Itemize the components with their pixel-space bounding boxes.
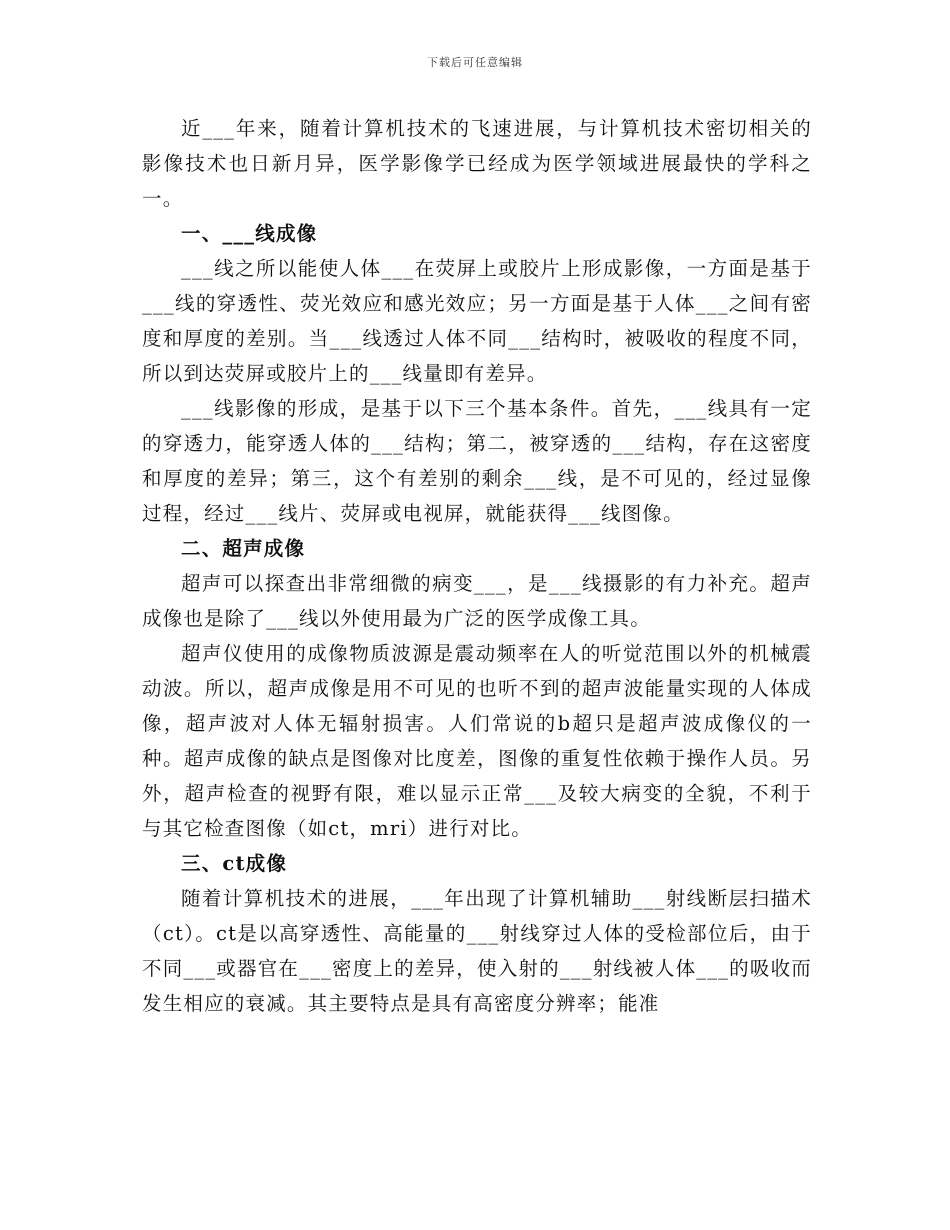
- ct-paragraph-1: 随着计算机技术的进展，___年出现了计算机辅助___射线断层扫描术（ct）。ct是以高穿透性、高能量的___射线穿过人体的受检部位后，由于不同___或器官在___密度上的差异，使入射的___射线被人体___的吸收而发生相应的衰减。其主要特点是具有高密度分辨率；能准: [142, 887, 812, 1015]
- ultrasound-paragraph-1: 超声可以探查出非常细微的病变___，是___线摄影的有力补充。超声成像也是除了___线以外使用最为广泛的医学成像工具。: [142, 572, 812, 630]
- section-heading-xray: 一、___线成像: [181, 222, 318, 245]
- ultrasound-paragraph-2: 超声仪使用的成像物质波源是震动频率在人的听觉范围以外的机械震动波。所以，超声成像是用不可见的也听不到的超声波能量实现的人体成像，超声波对人体无辐射损害。人们常说的b超只是超声波成像仪的一种。超声成像的缺点是图像对比度差，图像的重复性依赖于操作人员。另外，超声检查的视野有限，难以显示正常___及较大病变的全貌，不利于与其它检查图像（如ct，mri）进行对比。: [142, 642, 812, 840]
- page-header: 下载后可任意编辑: [427, 56, 523, 69]
- xray-paragraph-2: ___线影像的形成，是基于以下三个基本条件。首先，___线具有一定的穿透力，能穿透人体的___结构；第二，被穿透的___结构，存在这密度和厚度的差异；第三，这个有差别的剩余___线，是不可见的，经过显像过程，经过___线片、荧屏或电视屏，就能获得___线图像。: [142, 397, 812, 525]
- intro-paragraph: 近___年来，随着计算机技术的飞速进展，与计算机技术密切相关的影像技术也日新月异，医学影像学已经成为医学领域进展最快的学科之一。: [142, 117, 812, 210]
- document-body: [142, 111, 812, 1021]
- section-heading-ultrasound: 二、超声成像: [181, 537, 306, 560]
- xray-paragraph-1: ___线之所以能使人体___在荧屏上或胶片上形成影像，一方面是基于___线的穿透性、荧光效应和感光效应；另一方面是基于人体___之间有密度和厚度的差别。当___线透过人体不同___结构时，被吸收的程度不同，所以到达荧屏或胶片上的___线量即有差异。: [142, 257, 812, 385]
- section-heading-ct: 三、ct成像: [181, 852, 288, 875]
